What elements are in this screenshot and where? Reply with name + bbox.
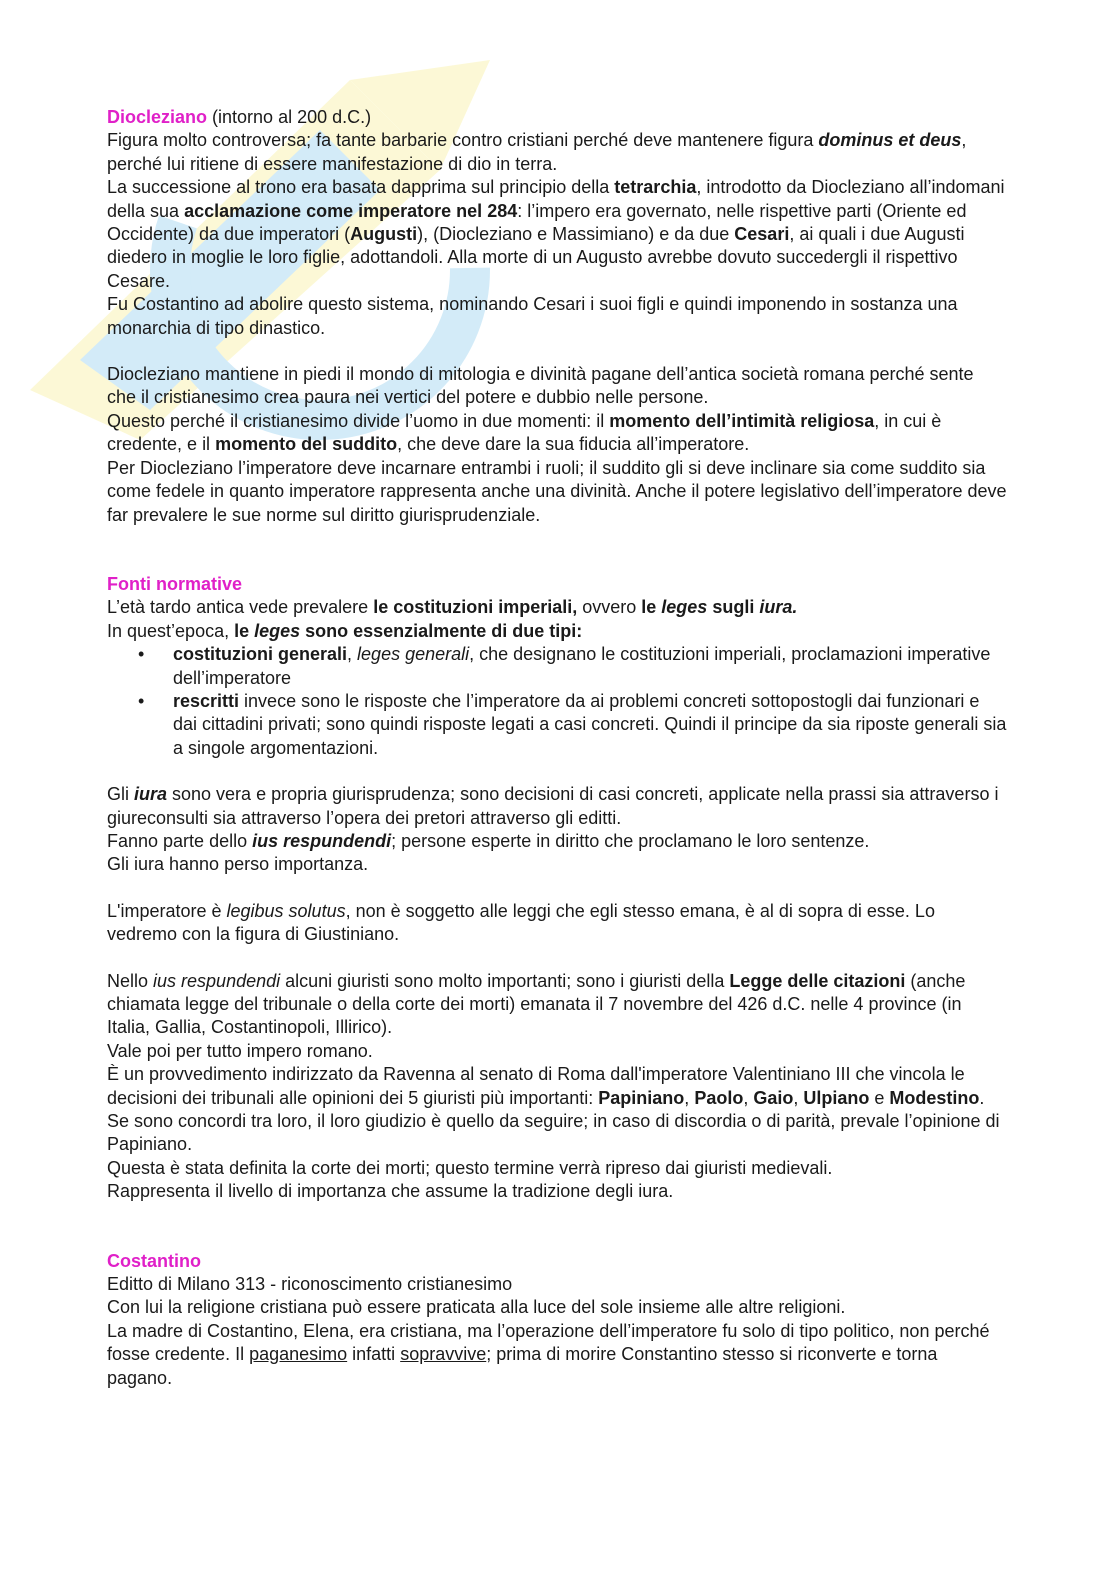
text-run: Modestino (889, 1087, 980, 1108)
text-run: invece sono le risposte che l’imperatore da ai problemi concreti sottopostogli dai funzionari e dai cittadini privati; sono quindi risposte legati a casi concreti. Quindi il principe da sia riposte generali sia a singole argomentazioni. (173, 690, 1007, 758)
paragraph: Editto di Milano 313 - riconoscimento cristianesimo (107, 1274, 513, 1295)
text-run: Fanno parte dello (107, 830, 253, 851)
bullet-list (107, 643, 1007, 760)
paragraph (107, 783, 1007, 830)
document-page (107, 106, 1007, 1390)
section-title: Diocleziano (107, 107, 208, 127)
text-run: dominus et deus (818, 130, 962, 151)
text-run: infatti (347, 1344, 401, 1365)
text-run: le (234, 620, 255, 641)
text-run: ), (Diocleziano e Massimiano) e da due (417, 224, 735, 245)
text-run: È un provvedimento indirizzato da Ravenna al senato di Roma dall'imperatore Valentiniano III che vincola le decisioni dei tribunali alle opinioni dei 5 giuristi più importanti: (107, 1064, 965, 1108)
text-run: paganesimo (249, 1344, 348, 1365)
section-title: Costantino (107, 1250, 201, 1271)
text-run: sugli (707, 597, 760, 618)
text-run: . Se sono concordi tra loro, il loro giudizio è quello da seguire; in caso di discordia o di parità, prevale l’opinione di Papiniano. (107, 1087, 1000, 1155)
text-run: , (793, 1087, 804, 1108)
paragraph: Gli iura hanno perso importanza. (107, 854, 369, 875)
text-run: Papiniano (598, 1087, 685, 1108)
text-run: La madre di Costantino, Elena, era cristiana, ma l’operazione dell’imperatore fu solo di tipo politico, non perché fosse credente. Il (107, 1320, 990, 1365)
paragraph (107, 900, 1007, 947)
text-run: , ai quali i due Augusti diedero in moglie le loro figlie, adottandoli. Alla morte di un Augusto avrebbe dovuto succedergli il rispettivo Cesare. (107, 224, 965, 291)
text-run: L'imperatore è (107, 900, 227, 921)
text-run: Ulpiano (803, 1087, 870, 1108)
text-run: Nello (107, 970, 154, 991)
text-run: La successione al trono era basata dapprima sul principio della (107, 177, 615, 198)
list-item (107, 690, 1007, 760)
text-run: sono vera e propria giurisprudenza; sono decisioni di casi concreti, applicate nella prassi sia attraverso i giureconsulti sia attraverso l’opera dei pretori attraverso gli editti. (107, 784, 999, 828)
paragraph (107, 830, 1007, 853)
text-run: Augusti (350, 224, 418, 245)
text-run: iura. (759, 597, 798, 618)
paragraph (107, 1320, 1007, 1390)
text-run: Gli (107, 784, 134, 805)
text-run: ; prima di morire Constantino stesso si riconverte e torna pagano. (107, 1344, 938, 1388)
text-run: , introdotto da Diocleziano all’indomani della sua (107, 177, 1005, 221)
text-run: sono essenzialmente di due tipi: (300, 620, 583, 641)
text-run: Paolo (694, 1087, 744, 1108)
paragraph: Vale poi per tutto impero romano. (107, 1040, 373, 1061)
heading-dates: (intorno al 200 d.C.) (207, 107, 372, 127)
list-item (107, 643, 1007, 690)
section-title: Fonti normative (107, 573, 243, 594)
text-run: ovvero (577, 597, 642, 618)
text-run: le (641, 597, 662, 618)
paragraph (107, 1063, 1007, 1157)
text-run: legibus solutus (226, 900, 346, 921)
text-run: , che deve dare la sua fiducia all’imperatore. (397, 434, 750, 455)
paragraph: Diocleziano mantiene in piedi il mondo di mitologia e divinità pagane dell’antica società romana perché sente che il cristianesimo crea paura nei vertici del potere e dubbio nelle persone. (107, 364, 974, 408)
text-run: Gaio (753, 1087, 794, 1108)
text-run: iura (134, 784, 168, 805)
text-run: ius respundendi (153, 970, 281, 991)
text-run: sopravvive (400, 1344, 487, 1365)
text-run: costituzioni generali (173, 644, 348, 665)
paragraph (107, 970, 1007, 1040)
text-run: , non è soggetto alle leggi che egli stesso emana, è al di sopra di esse. Lo vedremo con la figura di Giustiniano. (107, 900, 935, 945)
text-run: ; persone esperte in diritto che proclamano le loro sentenze. (391, 830, 870, 851)
text-run: : l’impero era governato, nelle rispettive parti (Oriente ed Occidente) da due imperatori ( (107, 200, 967, 245)
text-run: acclamazione come imperatore nel 284 (184, 200, 518, 221)
text-run: le costituzioni imperiali, (373, 597, 578, 618)
section-costantino-heading (107, 1250, 1007, 1273)
text-run: e (869, 1087, 890, 1108)
paragraph: Con lui la religione cristiana può essere praticata alla luce del sole insieme alle altre religioni. (107, 1297, 846, 1318)
text-run: , perché lui ritiene di essere manifestazione di dio in terra. (107, 130, 967, 174)
text-run: ius respundendi (252, 830, 392, 851)
text-run: leges (254, 620, 301, 641)
paragraph (107, 410, 1007, 457)
text-run: Legge delle citazioni (729, 970, 906, 991)
text-run: , in cui è credente, e il (107, 410, 942, 455)
paragraph (107, 620, 1007, 643)
text-run: momento del suddito (215, 434, 398, 455)
text-run: leges generali (357, 644, 470, 665)
text-run: , (684, 1087, 695, 1108)
text-run: Questo perché il cristianesimo divide l’uomo in due momenti: il (107, 410, 610, 431)
paragraph: Fu Costantino ad abolire questo sistema, nominando Cesari i suoi figli e quindi imponendo in sostanza una monarchia di tipo dinastico. (107, 294, 958, 338)
paragraph: Rappresenta il livello di importanza che assume la tradizione degli iura. (107, 1181, 674, 1202)
text-run: , (347, 644, 358, 665)
paragraph (107, 176, 1007, 293)
text-run: leges (661, 597, 708, 618)
text-run: , che designano le costituzioni imperiali, proclamazioni imperative dell’imperatore (173, 644, 991, 688)
paragraph: Per Diocleziano l’imperatore deve incarnare entrambi i ruoli; il suddito gli si deve inclinare sia come suddito sia come fedele in quanto imperatore rappresenta anche una divinità. Anche il potere legislativo dell’imperatore deve far prevalere le sue norme sul diritto giurisprudenziale. (107, 457, 1007, 525)
text-run: , (743, 1087, 754, 1108)
paragraph (107, 129, 1007, 176)
text-run: Cesari (734, 224, 790, 245)
text-run: tetrarchia (614, 177, 697, 198)
text-run: In quest’epoca, (107, 620, 235, 641)
text-run: rescritti (173, 690, 240, 711)
section-diocleziano-heading (107, 106, 1007, 129)
text-run: momento dell’intimità religiosa (609, 410, 875, 431)
section-fonti-heading (107, 573, 1007, 596)
paragraph (107, 596, 1007, 619)
paragraph: Questa è stata definita la corte dei morti; questo termine verrà ripreso dai giuristi medievali. (107, 1157, 833, 1178)
text-run: (anche chiamata legge del tribunale o della corte dei morti) emanata il 7 novembre del 426 d.C. nelle 4 province (in Italia, Gallia, Costantinopoli, Illirico). (107, 970, 966, 1038)
text-run: Figura molto controversa; fa tante barbarie contro cristiani perché deve mantenere figura (107, 130, 819, 151)
text-run: L’età tardo antica vede prevalere (107, 597, 374, 618)
text-run: alcuni giuristi sono molto importanti; sono i giuristi della (280, 970, 730, 991)
